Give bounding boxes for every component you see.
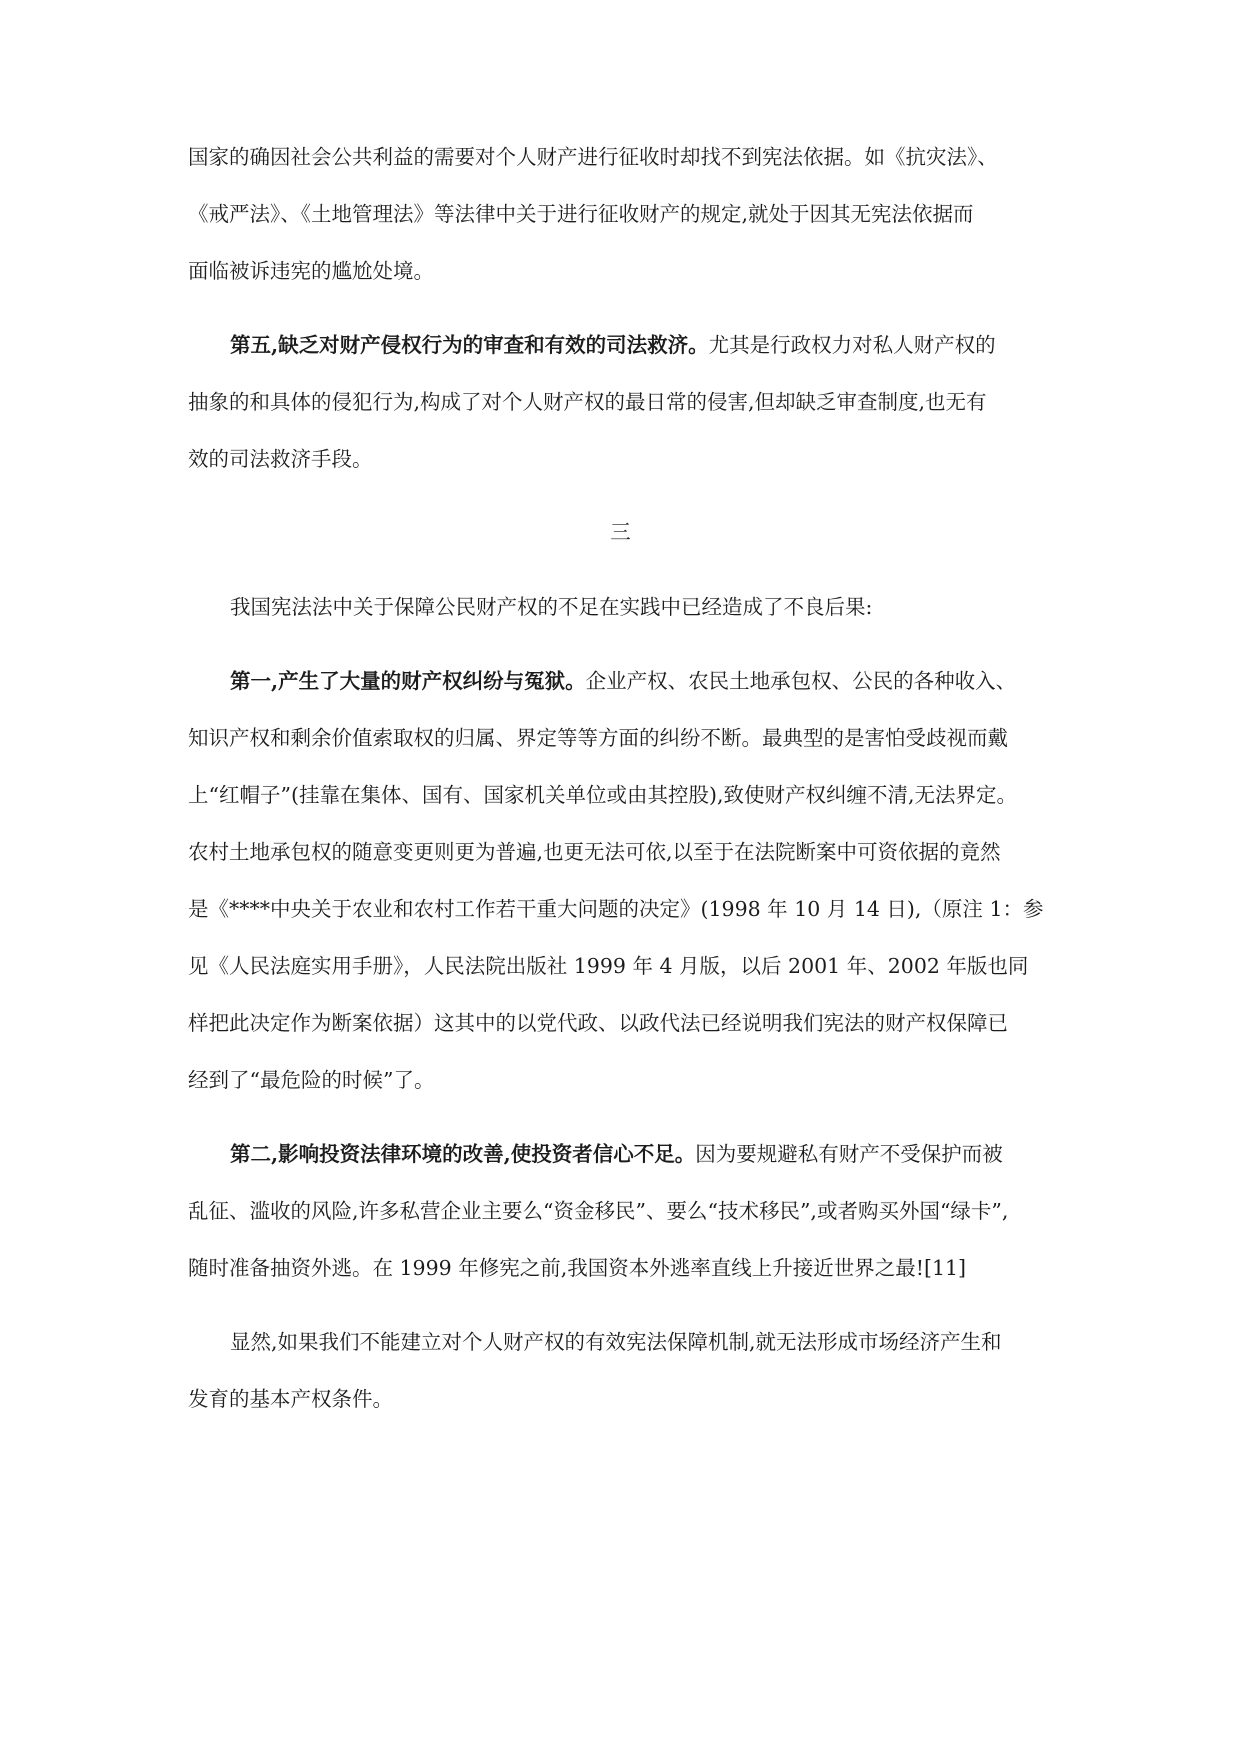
text-line: 我国宪法法中关于保障公民财产权的不足在实践中已经造成了不良后果:	[230, 595, 873, 619]
text-line: 抽象的和具体的侵犯行为,构成了对个人财产权的最日常的侵害,但却缺乏审查制度,也无有	[188, 390, 987, 414]
text-line: 国家的确因社会公共利益的需要对个人财产进行征收时却找不到宪法依据。如《抗灾法》、	[188, 145, 998, 169]
text-line	[230, 663, 1068, 699]
section-heading: 三	[610, 520, 631, 544]
text-line: 农村土地承包权的随意变更则更为普遍,也更无法可依,以至于在法院断案中可资依据的竟然	[188, 840, 1001, 864]
bold-lead: 第二,影响投资法律环境的改善,使投资者信心不足。	[230, 1142, 696, 1166]
text-line: 随时准备抽资外逃。在 1999 年修宪之前,我国资本外逃率直线上升接近世界之最![11]	[188, 1256, 967, 1280]
text-line	[230, 327, 1068, 363]
text-line: 面临被诉违宪的尴尬处境。	[188, 259, 434, 283]
line-rest: 尤其是行政权力对私人财产权的	[708, 333, 996, 357]
line-rest: 因为要规避私有财产不受保护而被	[695, 1142, 1003, 1166]
text-line: 乱征、滥收的风险,许多私营企业主要么“资金移民”、要么“技术移民”,或者购买外国“绿卡”,	[188, 1199, 1009, 1223]
text-line: 效的司法救济手段。	[188, 447, 373, 471]
text-line: 知识产权和剩余价值索取权的归属、界定等等方面的纠纷不断。最典型的是害怕受歧视而戴	[188, 726, 1008, 750]
text-line: 显然,如果我们不能建立对个人财产权的有效宪法保障机制,就无法形成市场经济产生和	[230, 1330, 1002, 1354]
text-line: 是《****中央关于农业和农村工作若干重大问题的决定》(1998 年 10 月 14 日),（原注 1：参	[188, 897, 1044, 921]
text-line	[230, 1136, 1068, 1172]
text-line: 经到了“最危险的时候”了。	[188, 1068, 435, 1092]
text-line: 样把此决定作为断案依据）这其中的以党代政、以政代法已经说明我们宪法的财产权保障已	[188, 1011, 1008, 1035]
text-line: 《戒严法》、《土地管理法》等法律中关于进行征收财产的规定,就处于因其无宪法依据而	[188, 202, 974, 226]
text-line: 发育的基本产权条件。	[188, 1387, 393, 1411]
bold-lead: 第五,缺乏对财产侵权行为的审查和有效的司法救济。	[230, 333, 709, 357]
text-line: 上“红帽子”(挂靠在集体、国有、国家机关单位或由其控股),致使财产权纠缠不清,无法界定。	[188, 783, 1017, 807]
line-rest: 企业产权、农民土地承包权、公民的各种收入、	[585, 669, 1017, 693]
text-line: 见《人民法庭实用手册》，人民法院出版社 1999 年 4 月版，以后 2001 年、2002 年版也同	[188, 954, 1029, 978]
bold-lead: 第一,产生了大量的财产权纠纷与冤狱。	[230, 669, 586, 693]
